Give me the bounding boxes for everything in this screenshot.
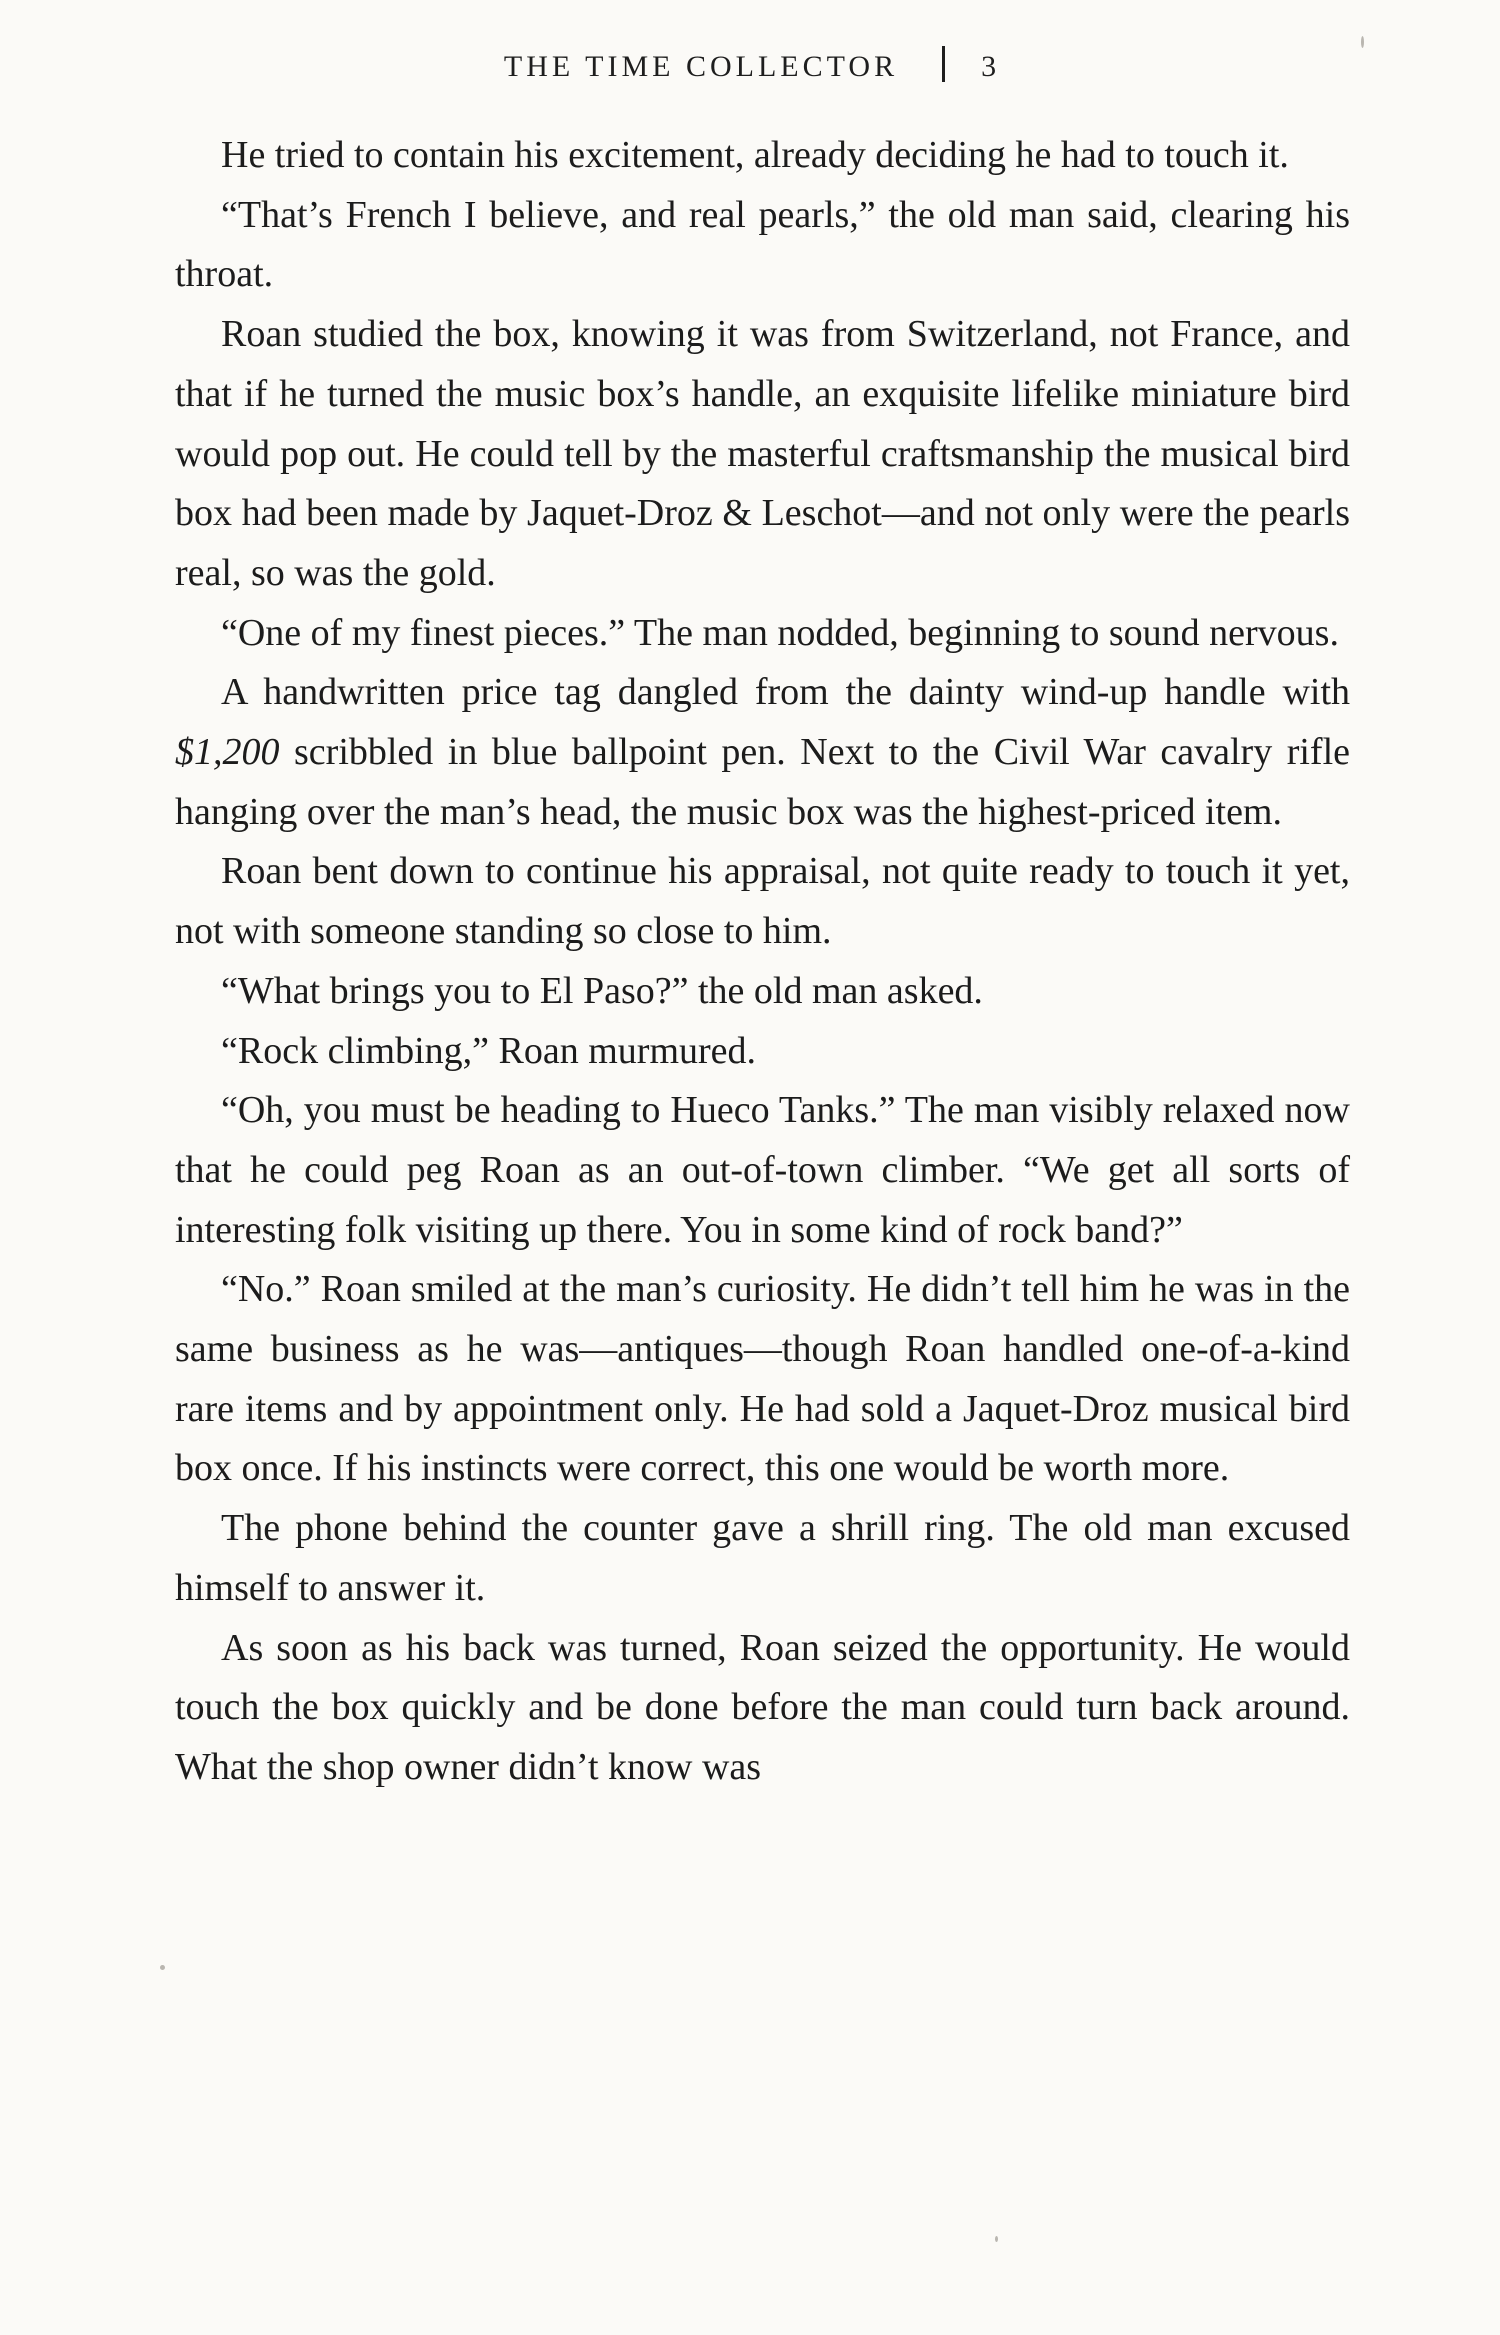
paragraph: The phone behind the counter gave a shrill ring. The old man excused himself to answer it.: [175, 1507, 1350, 1609]
paper-speck: [160, 1965, 165, 1970]
paragraph: As soon as his back was turned, Roan seized the opportunity. He would touch the box quickly and be done before the man could turn back around. What the shop owner didn’t know was: [175, 1626, 1350, 1788]
book-title: THE TIME COLLECTOR: [503, 50, 899, 83]
header-separator: [942, 46, 945, 82]
paragraph: “Rock climbing,” Roan murmured.: [221, 1029, 757, 1072]
paragraph: Roan bent down to continue his appraisal, not quite ready to touch it yet, not with someone standing so close to him.: [175, 850, 1350, 953]
page-number: 3: [981, 50, 997, 83]
paragraph: “No.” Roan smiled at the man’s curiosity. He didn’t tell him he was in the same business as he was—antiques—though Roan handled one-of-a-kind rare items and by appointment only. He had sold a Jaquet-Droz musical bird box once. If his instincts were correct, this one would be worth more.: [175, 1268, 1350, 1490]
paragraph: He tried to contain his excitement, already deciding he had to touch it.: [221, 134, 1289, 176]
paragraph: “One of my finest pieces.” The man nodded, beginning to sound nervous.: [221, 611, 1339, 654]
running-head: [0, 46, 1500, 84]
paragraph: “Oh, you must be heading to Hueco Tanks.” The man visibly relaxed now that he could peg Roan as an out-of-town climber. “We get all sorts of interesting folk visiting up there. You in some kind of rock band?”: [175, 1089, 1350, 1251]
price-emphasis: $1,200: [175, 731, 280, 774]
paragraph-text: scribbled in blue ballpoint pen. Next to the Civil War cavalry rifle hanging over the man’s head, the music box was the highest-priced item.: [175, 731, 1350, 833]
body-text: [175, 126, 1350, 1798]
paragraph-text: A handwritten price tag dangled from the dainty wind-up handle with: [221, 671, 1350, 714]
paper-speck: [1361, 36, 1364, 48]
paragraph: “That’s French I believe, and real pearls,” the old man said, clearing his throat.: [175, 193, 1350, 296]
paragraph: “What brings you to El Paso?” the old man asked.: [221, 969, 983, 1012]
paragraph: [175, 663, 1350, 842]
paper-speck: [995, 2236, 998, 2242]
paragraph: Roan studied the box, knowing it was from Switzerland, not France, and that if he turned the music box’s handle, an exquisite lifelike miniature bird would pop out. He could tell by the masterful craftsmanship the musical bird box had been made by Jaquet-Droz & Leschot—and not only were the pearls real, so was the gold.: [175, 313, 1350, 594]
